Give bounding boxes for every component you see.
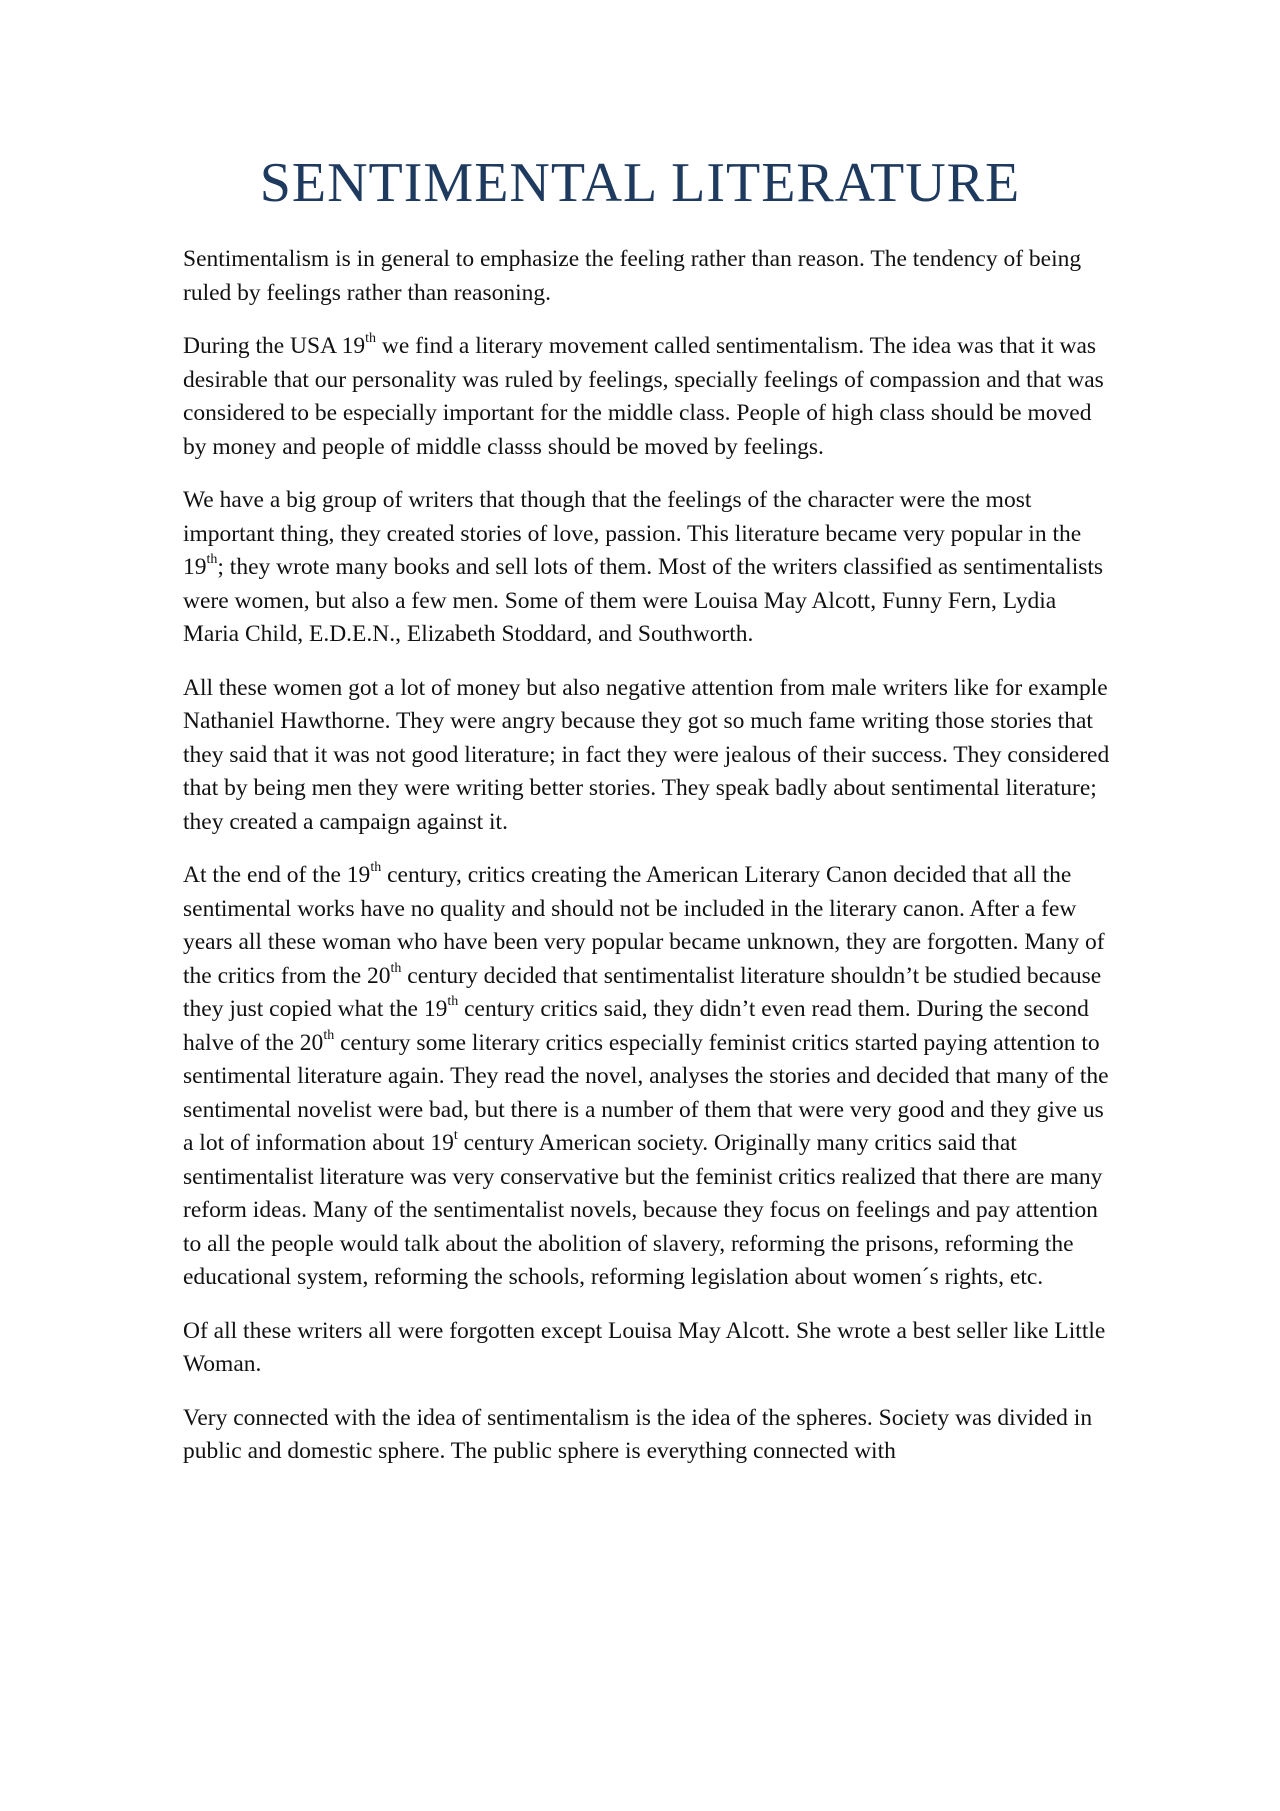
paragraph-text: century American society. Originally many critics said that sentimentalist literature was very conservative but the feminist critics realized that there are many reform ideas. Many of the sentimentalist novels, because they focus on feelings and pay attention to all the people would talk about the abolition of slavery, reforming the prisons, reforming the educational system, reforming the schools, reforming legislation about women´s rights, etc. (183, 1130, 1103, 1290)
ordinal-superscript: th (390, 960, 402, 976)
paragraph-text: We have a big group of writers that though that the feelings of the character were the most important thing, they created stories of love, passion. This literature became very popular in the 19 (183, 487, 1082, 580)
paragraph-text: Sentimentalism is in general to emphasize the feeling rather than reason. The tendency of being ruled by feelings rather than reasoning. (183, 246, 1082, 306)
paragraph (183, 672, 1113, 840)
paragraph (183, 330, 1113, 464)
paragraph (183, 859, 1113, 1295)
paragraph-text: Of all these writers all were forgotten except Louisa May Alcott. She wrote a best seller like Little Woman. (183, 1317, 1106, 1377)
paragraph-text: century decided that sentimentalist literature shouldn’t be studied because they just copied what the 19 (183, 962, 1102, 1022)
paragraph-text: At the end of the 19 (183, 862, 371, 888)
paragraph-text: Very connected with the idea of sentimentalism is the idea of the spheres. Society was divided in public and domestic sphere. The public sphere is everything connected with (183, 1404, 1093, 1464)
paragraph (183, 1402, 1113, 1469)
paragraph (183, 243, 1113, 310)
page-title: SENTIMENTAL LITERATURE (259, 152, 1021, 214)
paragraph-text: century some literary critics especially feminist critics started paying attention to sentimental literature again. They read the novel, analyses the stories and decided that many of the sentimental novelist were bad, but there is a number of them that were very good and they give us a lot of information about 19 (183, 1029, 1109, 1156)
ordinal-superscript: th (206, 552, 218, 568)
paragraph-text: During the USA 19 (183, 333, 366, 359)
paragraph-text: we find a literary movement called sentimentalism. The idea was that it was desirable that our personality was ruled by feelings, specially feelings of compassion and that was considered to be especially important for the middle class. People of high class should be moved by money and people of middle classs should be moved by feelings. (183, 333, 1104, 460)
document-body (183, 243, 1113, 1489)
paragraph-text: century, critics creating the American Literary Canon decided that all the sentimental works have no quality and should not be included in the literary canon. After a few years all these woman who have been very popular became unknown, they are forgotten. Many of the critics from the 20 (183, 862, 1105, 989)
ordinal-superscript: th (323, 1027, 335, 1043)
paragraph-text: century critics said, they didn’t even read them. During the second halve of the 20 (183, 996, 1089, 1056)
ordinal-superscript: t (453, 1128, 458, 1144)
paragraph (183, 484, 1113, 652)
ordinal-superscript: th (447, 994, 459, 1010)
paragraph-text: All these women got a lot of money but also negative attention from male writers like for example Nathaniel Hawthorne. They were angry because they got so much fame writing those stories that they said that it was not good literature; in fact they were jealous of their success. They considered that by being men they were writing better stories. They speak badly about sentimental literature; they created a campaign against it. (183, 674, 1110, 835)
ordinal-superscript: th (365, 331, 377, 347)
paragraph (183, 1315, 1113, 1382)
ordinal-superscript: th (370, 860, 382, 876)
paragraph-text: ; they wrote many books and sell lots of them. Most of the writers classified as sentimentalists were women, but also a few men. Some of them were Louisa May Alcott, Funny Fern, Lydia Maria Child, E.D.E.N., Elizabeth Stoddard, and Southworth. (183, 554, 1104, 647)
